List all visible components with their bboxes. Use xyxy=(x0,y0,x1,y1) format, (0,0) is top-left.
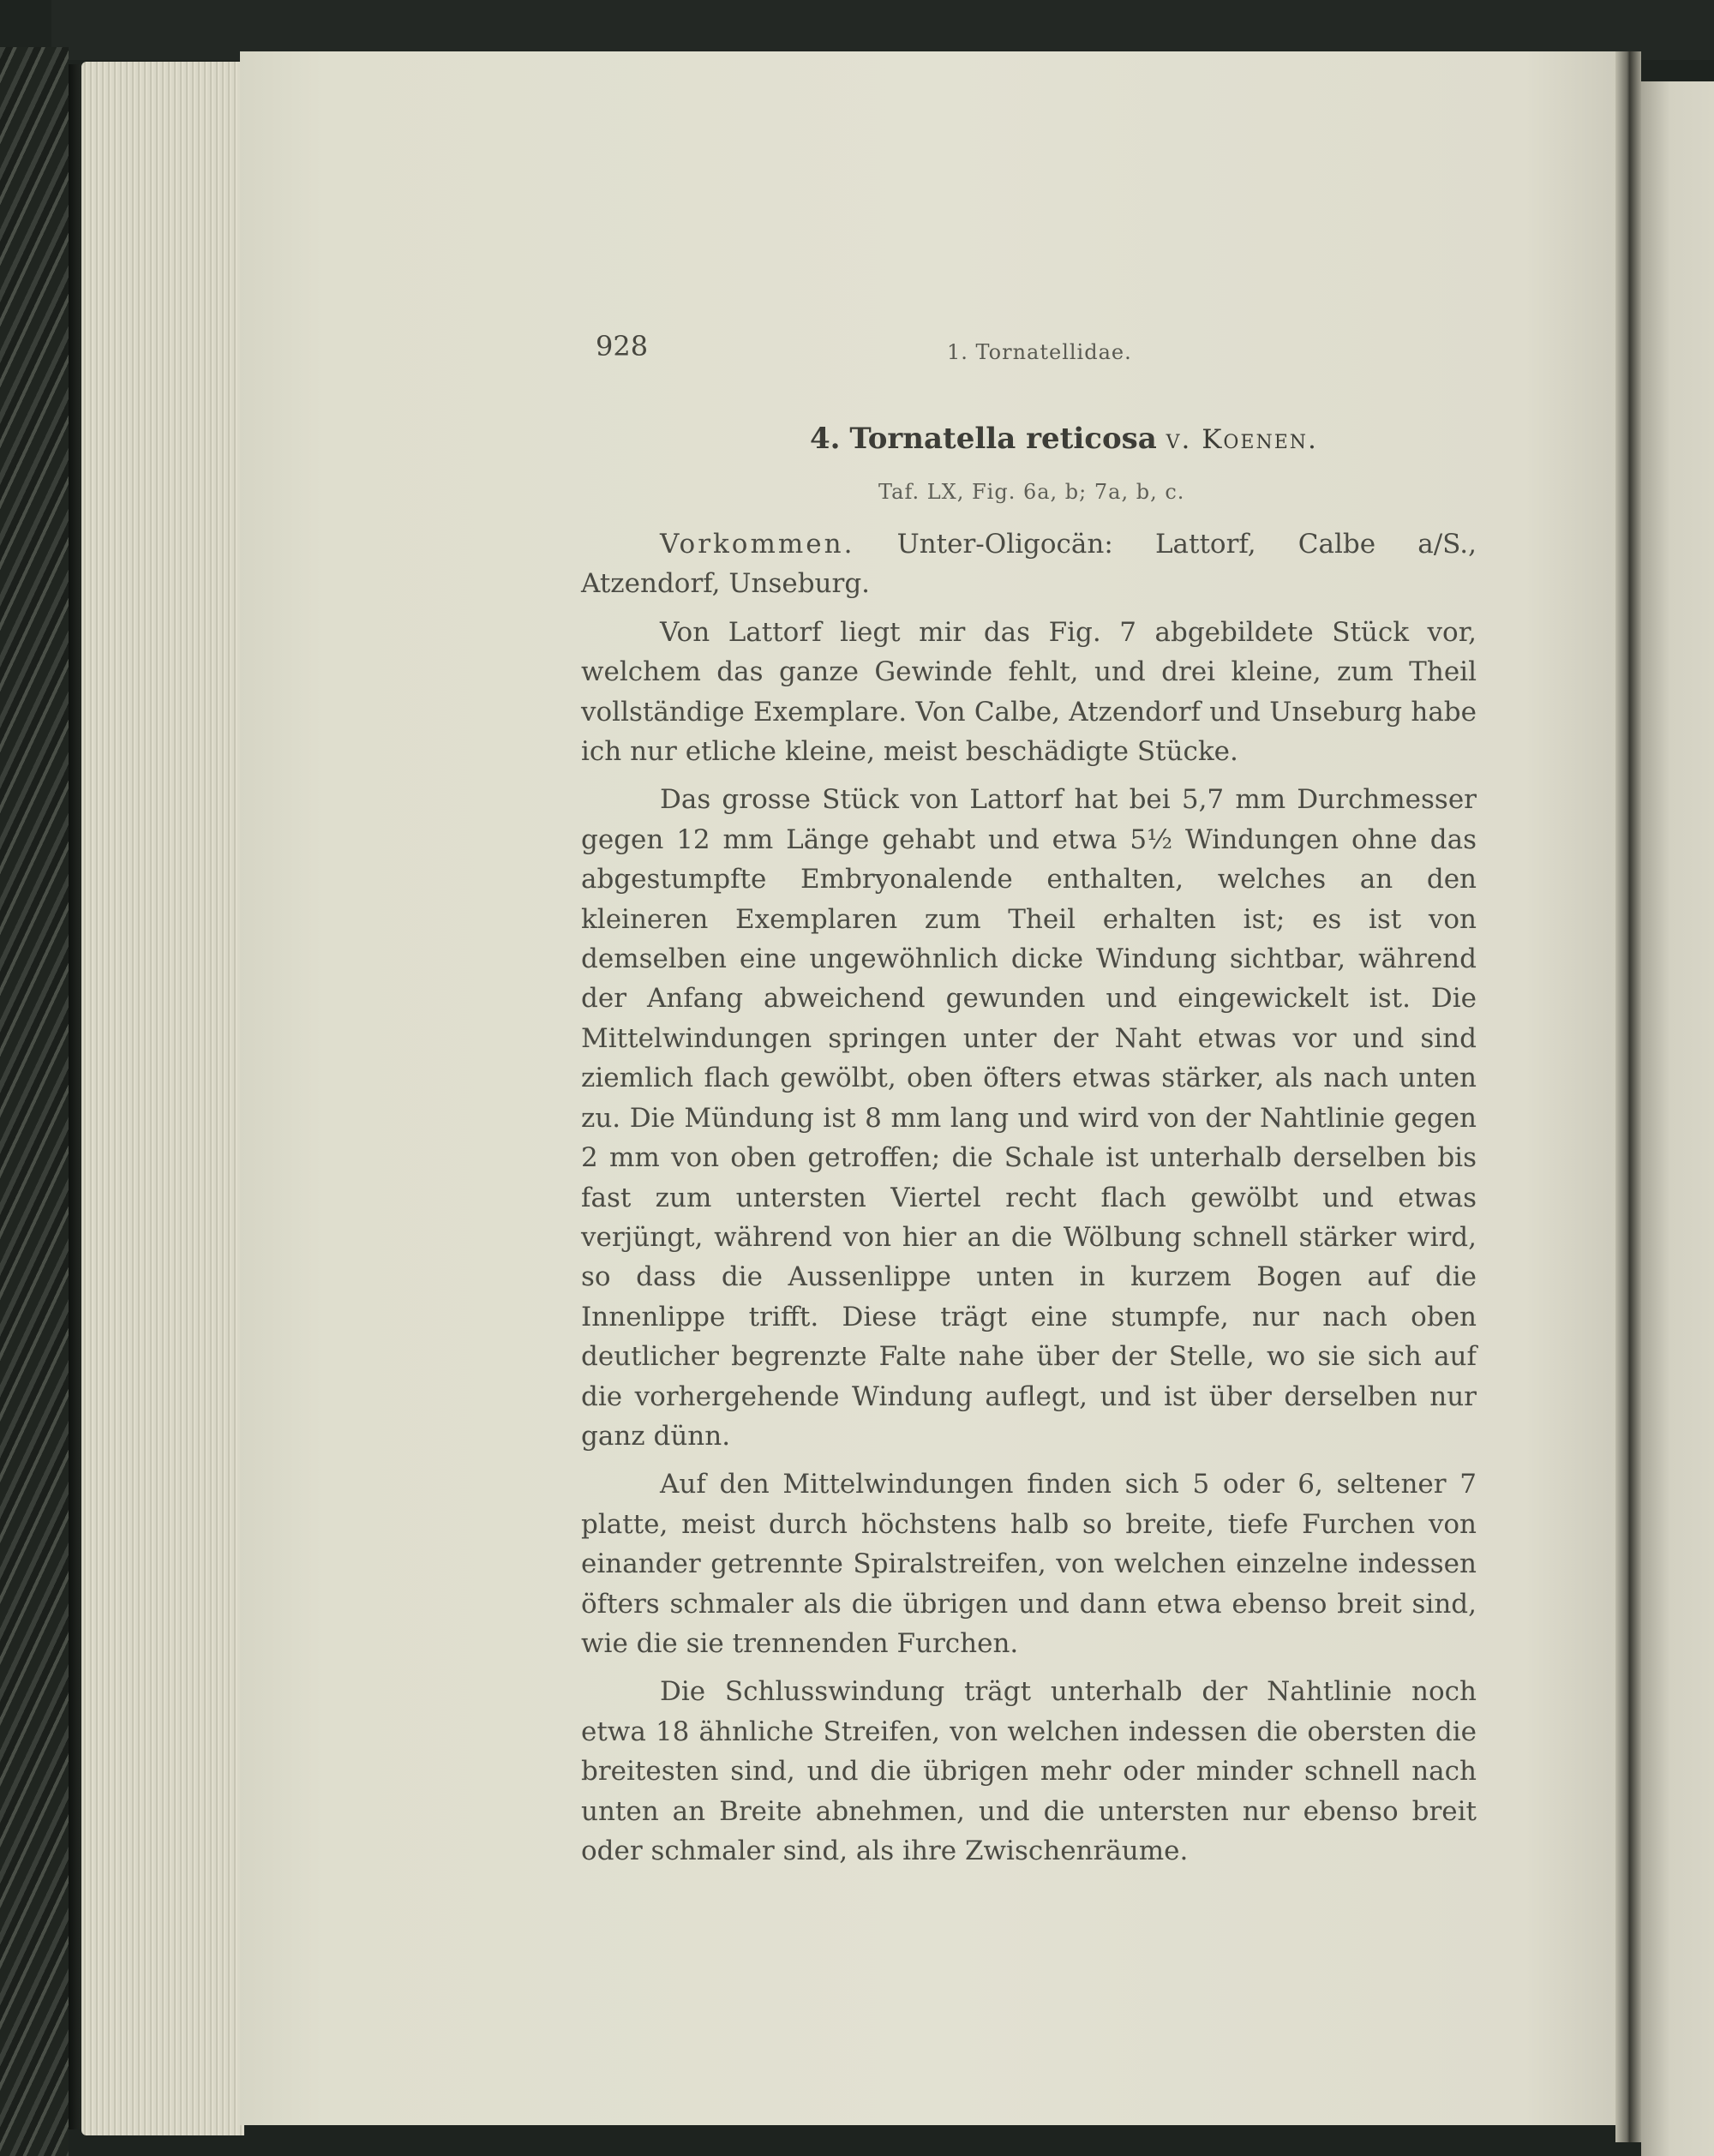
paragraph-sculpture: Auf den Mittelwindungen finden sich 5 oder 6, seltener 7 platte, meist durch höchstens halb so breite, tiefe Furchen von einander getrennte Spiralstreifen, von welchen einzelne indessen öfters schmaler als die übrigen und dann etwa ebenso breit sind, wie die sie trennenden Furchen. xyxy=(581,1469,1477,1659)
facing-page-edge xyxy=(1641,81,1714,2156)
paragraph-material: Von Lattorf liegt mir das Fig. 7 abgebildete Stück vor, welchem das ganze Gewinde fehlt, und drei kleine, zum Theil vollständige Exemplare. Von Calbe, Atzendorf und Unseburg habe ich nur etliche kleine, meist beschädigte Stücke. xyxy=(581,616,1477,768)
paragraph-last-whorl: Die Schlusswindung trägt unterhalb der Nahtlinie noch etwa 18 ähnliche Streifen, von welchen indessen die obersten die breitesten sind, und die übrigen mehr oder minder schnell nach unten an Breite abnehmen, und die untersten nur ebenso breit oder schmaler sind, als ihre Zwischenräume. xyxy=(581,1676,1477,1866)
running-head: 1. Tornatellidae. xyxy=(947,340,1132,364)
page-edges xyxy=(81,62,244,2135)
book-cover-edge xyxy=(0,47,69,2156)
occurrence-text: Unter-Oligocän: Lattorf, Calbe a/S., Atzendorf, Unseburg. xyxy=(581,529,1477,600)
body-text xyxy=(581,524,1477,1879)
species-number: 4. xyxy=(810,422,841,456)
species-name: Tornatella reticosa xyxy=(849,422,1157,456)
occurrence-label: Vorkommen. xyxy=(660,529,855,560)
species-author: v. Koenen. xyxy=(1166,424,1318,455)
paragraph-occurrence xyxy=(581,524,1477,604)
species-title xyxy=(810,422,1341,456)
plate-reference: Taf. LX, Fig. 6a, b; 7a, b, c. xyxy=(878,480,1185,504)
page-number: 928 xyxy=(596,330,649,362)
paragraph-description: Das grosse Stück von Lattorf hat bei 5,7 mm Durchmesser gegen 12 mm Länge gehabt und etwa 5½ Windungen ohne das abgestumpfte Embryonalende enthalten, welches an den kleineren Exemplaren zum Theil erhalten ist; es ist von demselben eine ungewöhnlich dicke Windung sichtbar, während der Anfang abweichend gewunden und eingewickelt ist. Die Mittelwindungen springen unter der Naht etwas vor und sind ziemlich flach gewölbt, oben öfters etwas stärker, als nach unten zu. Die Mündung ist 8 mm lang und wird von der Nahtlinie gegen 2 mm von oben getroffen; die Schale ist unterhalb derselben bis fast zum untersten Viertel recht flach gewölbt und etwas verjüngt, während von hier an die Wölbung schnell stärker wird, so dass die Aussenlippe unten in kurzem Bogen auf die Innenlippe trifft. Diese trägt eine stumpfe, nur nach oben deutlicher begrenzte Falte nahe über der Stelle, wo sie sich auf die vorhergehende Windung auflegt, und ist über derselben nur ganz dünn. xyxy=(581,784,1477,1452)
page-header xyxy=(596,330,1144,373)
book-gutter xyxy=(1615,51,1641,2142)
